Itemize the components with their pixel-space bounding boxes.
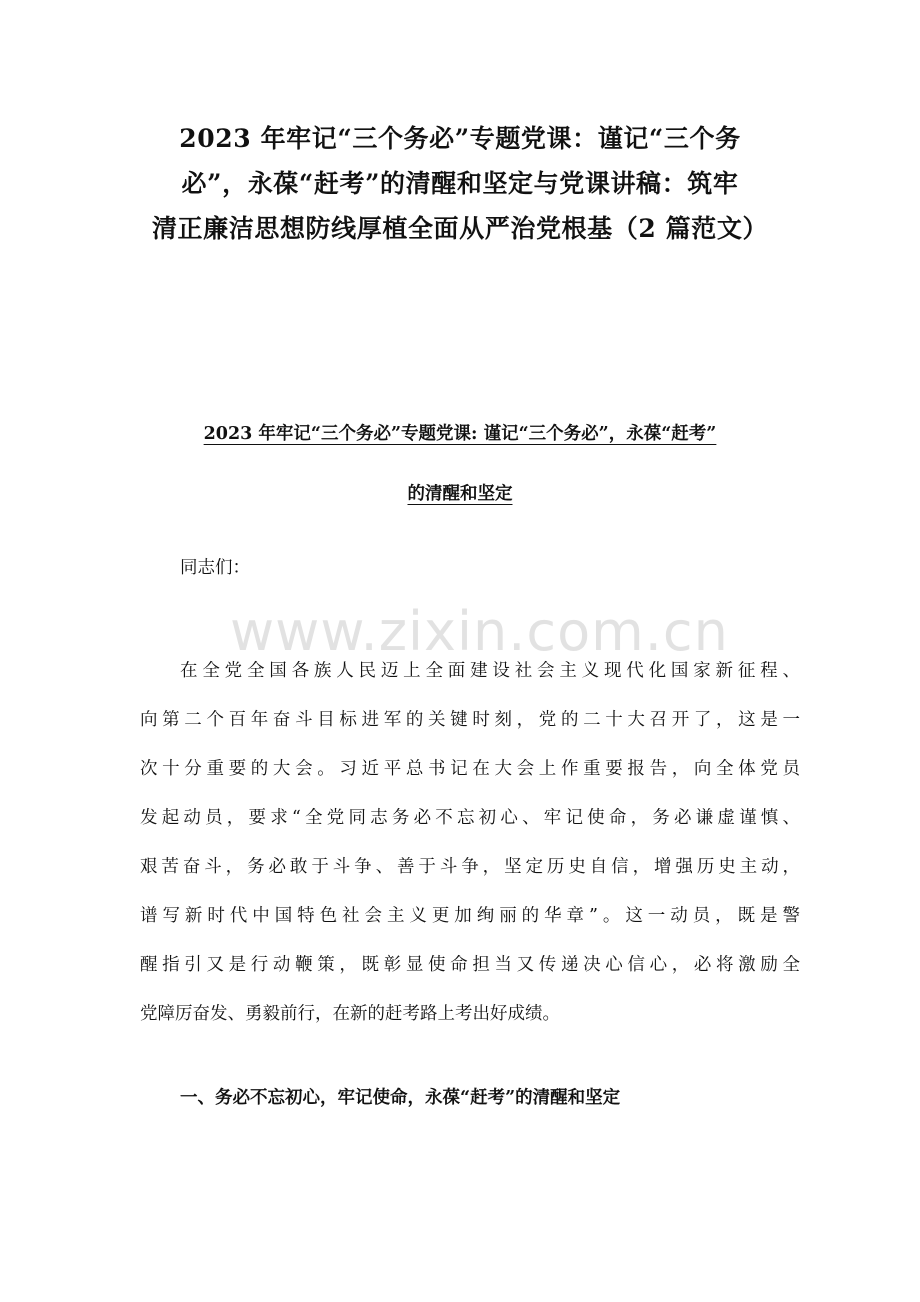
lecture-title (120, 404, 800, 524)
paragraph-line: 艰苦奋斗，务必敢于斗争、善于斗争，坚定历史自信，增强历史主动， (140, 857, 800, 877)
lecture-title-line: 2023 年牢记“三个务必”专题党课: 谨记“三个务必”，永葆“赶考” (203, 424, 717, 444)
lecture-title-line: 的清醒和坚定 (407, 484, 513, 504)
paragraph-line: 次十分重要的大会。习近平总书记在大会上作重要报告，向全体党员 (140, 759, 800, 779)
paragraph-line: 谱写新时代中国特色社会主义更加绚丽的华章”。这一动员，既是警 (140, 906, 800, 926)
paragraph-line: 党障厉奋发、勇毅前行，在新的赶考路上考出好成绩。 (140, 1004, 560, 1024)
title-line: 2023 年牢记“三个务必”专题党课：谨记“三个务 (179, 124, 741, 153)
section-heading: 一、务必不忘初心，牢记使命，永葆“赶考”的清醒和坚定 (180, 1088, 621, 1108)
paragraph-line: 醒指引又是行动鞭策，既彰显使命担当又传递决心信心，必将激励全 (140, 955, 800, 975)
document-title (120, 116, 800, 251)
title-line: 必”，永葆“赶考”的清醒和坚定与党课讲稿：筑牢 (181, 169, 739, 198)
title-line: 清正廉洁思想防线厚植全面从严治党根基（2 篇范文） (151, 214, 769, 243)
paragraph-line: 向第二个百年奋斗目标进军的关键时刻，党的二十大召开了，这是一 (140, 710, 800, 730)
salutation: 同志们： (180, 558, 250, 578)
paragraph-line: 发起动员，要求“全党同志务必不忘初心、牢记使命，务必谦虚谨慎、 (140, 808, 800, 828)
watermark-text: www.zixin.com.cn (230, 600, 729, 663)
paragraph-line: 在全党全国各族人民迈上全面建设社会主义现代化国家新征程、 (180, 661, 800, 681)
body-paragraph (140, 647, 800, 1039)
